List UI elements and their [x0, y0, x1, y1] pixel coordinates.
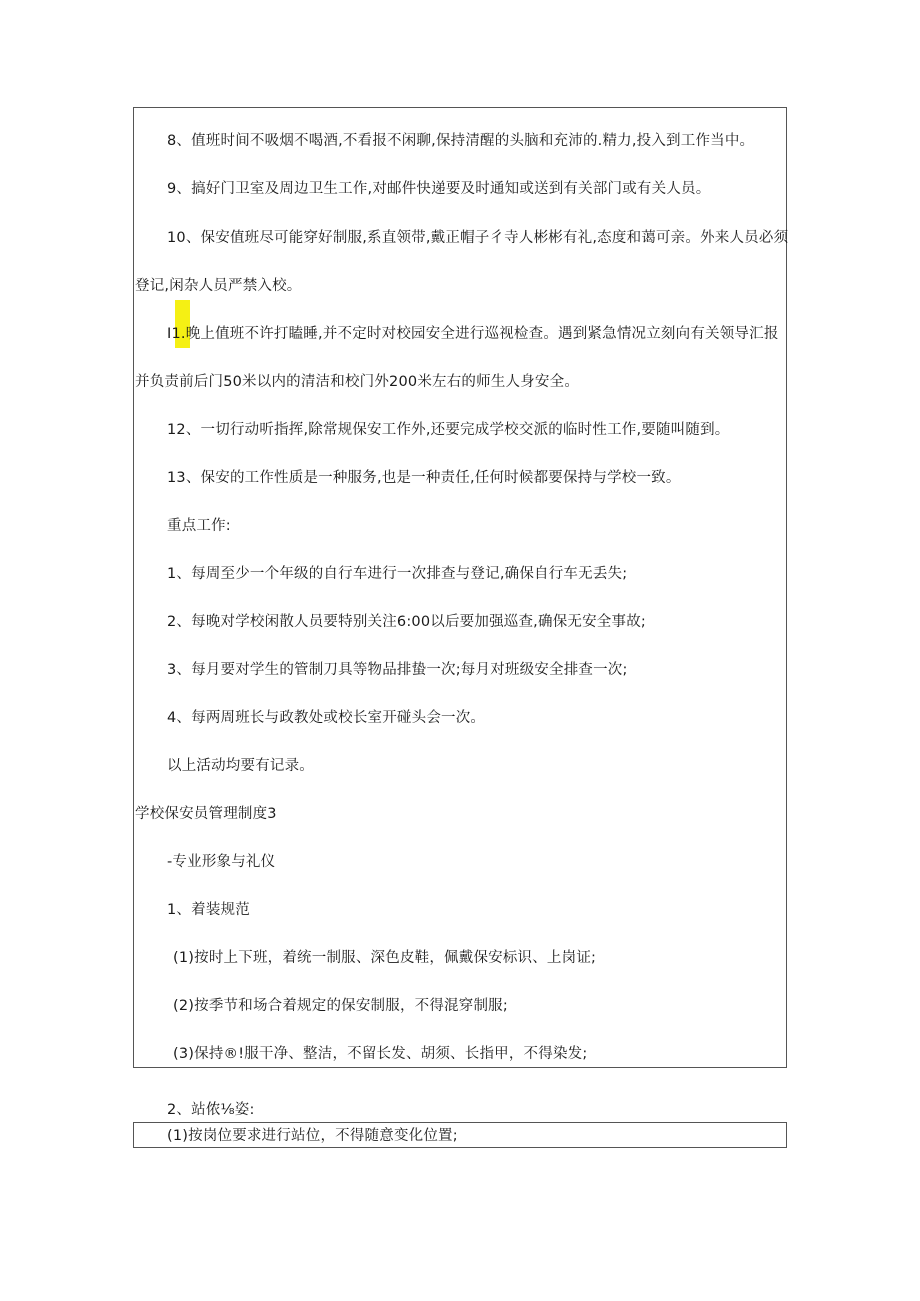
document-frame-main — [133, 107, 787, 1068]
paragraph-line-12: 12、一切行动听指挥,除常规保安工作外,还要完成学校交派的临时性工作,要随叫随到。 — [167, 422, 730, 438]
section-title-system-3: 学校保安员管理制度3 — [135, 806, 277, 822]
key-work-item-3: 3、每月要对学生的管制刀具等物品排蛰一次;每月对班级安全排查一次; — [167, 662, 628, 678]
key-work-item-1: 1、每周至少一个年级的自行车进行一次排查与登记,确保自行车无丢失; — [167, 566, 628, 582]
paragraph-line-11-cont: 并负责前后门50米以内的清洁和校门外200米左右的师生人身安全。 — [135, 374, 580, 390]
paragraph-line-8: 8、值班时间不吸烟不喝酒,不看报不闲聊,保持清醒的头脑和充沛的.精力,投入到工作当中。 — [167, 133, 755, 149]
section-heading-key-work: 重点工作: — [167, 518, 231, 534]
dress-code-item-3: (3)保持®!服干净、整洁，不留长发、胡须、长指甲，不得染发; — [173, 1046, 588, 1062]
paragraph-line-9: 9、搞好门卫室及周边卫生工作,对邮件快递要及时通知或送到有关部门或有关人员。 — [167, 181, 711, 197]
subsection-dress-code: 1、着装规范 — [167, 902, 250, 918]
paragraph-line-11: I1.晚上值班不许打瞌睡,并不定时对校园安全进行巡视检查。遇到紧急情况立刻向有关领导汇报 — [167, 326, 779, 342]
key-work-item-4: 4、每两周班长与政教处或校长室开碰头会一次。 — [167, 710, 486, 726]
dress-code-item-2: (2)按季节和场合着规定的保安制服，不得混穿制服; — [173, 998, 508, 1014]
subsection-posture: 2、站侬⅛姿: — [167, 1102, 255, 1118]
record-note: 以上活动均要有记录。 — [167, 758, 314, 774]
paragraph-line-10: 10、保安值班尽可能穿好制服,系直领带,戴正帽子彳寺人彬彬有礼,态度和蔼可亲。外来人员必须 — [167, 230, 789, 246]
key-work-item-2: 2、每晚对学校闲散人员要特别关注6:00以后要加强巡查,确保无安全事故; — [167, 614, 646, 630]
dress-code-item-1: (1)按时上下班，着统一制服、深色皮鞋，佩戴保安标识、上岗证; — [173, 950, 597, 966]
subsection-image-etiquette: -专业形象与礼仪 — [167, 854, 276, 870]
posture-item-1: (1)按岗位要求进行站位，不得随意变化位置; — [167, 1128, 458, 1144]
paragraph-line-10-cont: 登记,闲杂人员严禁入校。 — [135, 278, 302, 294]
paragraph-line-13: 13、保安的工作性质是一种服务,也是一种责任,任何时候都要保持与学校一致。 — [167, 470, 681, 486]
